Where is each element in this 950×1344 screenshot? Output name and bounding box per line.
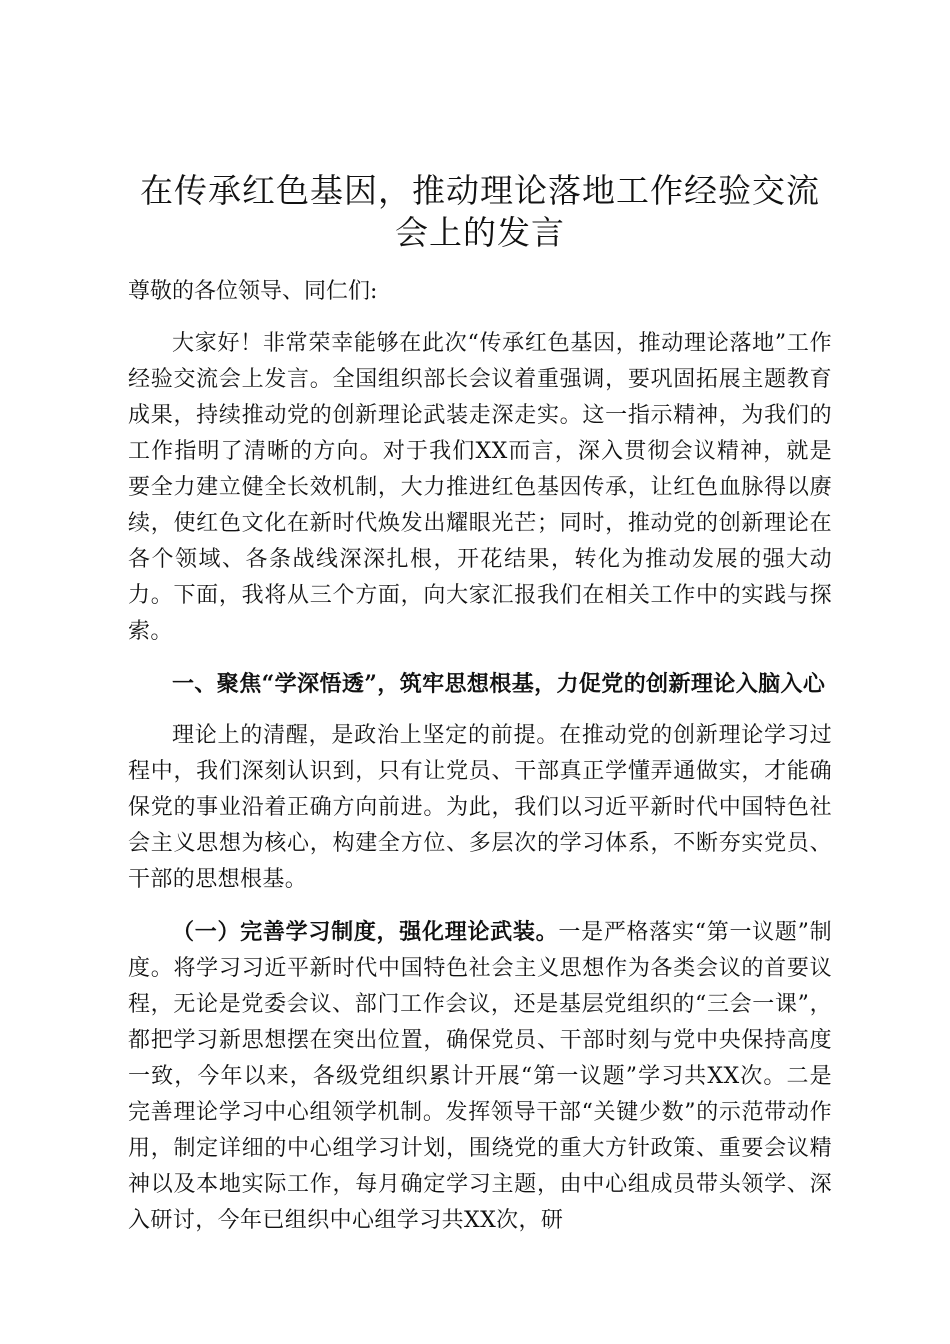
title-line-1: 在传承红色基因，推动理论落地工作经验交流 — [140, 171, 820, 210]
salutation: 尊敬的各位领导、同仁们: — [128, 279, 378, 304]
document-page — [128, 170, 832, 1255]
subsection-1-lead: （一）完善学习制度，强化理论武装。 — [172, 919, 559, 945]
subsection-1-text: 一是严格落实“第一议题”制度。将学习习近平新时代中国特色社会主义思想作为各类会议的首要议程，无论是党委会议、部门工作会议，还是基层党组织的“三会一课”，都把学习新思想摆在突出位置，确保党员、干部时刻与党中央保持高度一致，今年以来，各级党组织累计开展“第一议题”学习共XX次。二是完善理论学习中心组领学机制。发挥领导干部“关键少数”的示范带动作用，制定详细的中心组学习计划，围绕党的重大方针政策、重要会议精神以及本地实际工作，每月确定学习主题，由中心组成员带头领学、深入研讨，今年已组织中心组学习共XX次，研 — [128, 920, 832, 1233]
intro-paragraph: 大家好！非常荣幸能够在此次“传承红色基因，推动理论落地”工作经验交流会上发言。全国组织部长会议着重强调，要巩固拓展主题教育成果，持续推动党的创新理论武装走深走实。这一指示精神，为我们的工作指明了清晰的方向。对于我们XX而言，深入贯彻会议精神，就是要全力建立健全长效机制，大力推进红色基因传承，让红色血脉得以赓续，使红色文化在新时代焕发出耀眼光芒；同时，推动党的创新理论在各个领域、各条战线深深扎根，开花结果，转化为推动发展的强大动力。下面，我将从三个方面，向大家汇报我们在相关工作中的实践与探索。 — [128, 331, 832, 644]
document-title — [128, 170, 832, 254]
title-line-2: 会上的发言 — [395, 213, 565, 252]
section-1-heading: 一、聚焦“学深悟透”，筑牢思想根基，力促党的创新理论入脑入心 — [172, 671, 826, 697]
section-1-paragraph: 理论上的清醒，是政治上坚定的前提。在推动党的创新理论学习过程中，我们深刻认识到，只有让党员、干部真正学懂弄通做实，才能确保党的事业沿着正确方向前进。为此，我们以习近平新时代中国特色社会主义思想为核心，构建全方位、多层次的学习体系，不断夯实党员、干部的思想根基。 — [128, 723, 832, 892]
subsection-1-paragraph — [128, 914, 832, 1239]
